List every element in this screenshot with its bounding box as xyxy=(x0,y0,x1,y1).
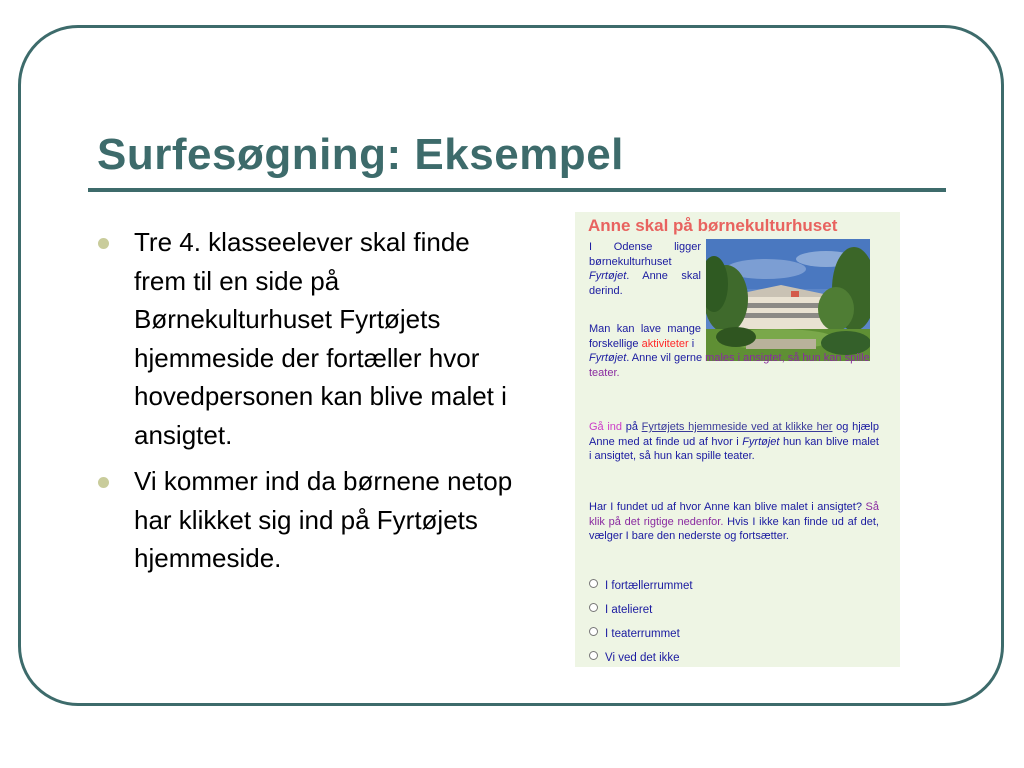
webpage-paragraph: Har I fundet ud af hvor Anne kan blive malet i ansigtet? Så klik på det rigtige nedenfor. Hvis I ikke kan finde ud af det, vælger I bare den nederste og fortsætter. xyxy=(589,501,879,542)
radio-icon[interactable] xyxy=(589,603,598,612)
answer-options xyxy=(589,574,693,667)
option-teaterrummet[interactable]: I teaterrummet xyxy=(589,622,693,646)
webpage-paragraph: Gå ind på Fyrtøjets hjemmeside ved at klikke her og hjælp Anne med at finde ud af hvor i Fyrtøjet hun kan blive malet i ansigtet, så hun kan spille teater. xyxy=(589,421,879,462)
webpage-paragraph: I Odense ligger børnekulturhuset Fyrtøjet. Anne skal derind. xyxy=(589,241,701,297)
option-fortaellerrummet[interactable]: I fortællerrummet xyxy=(589,574,693,598)
bullet-icon xyxy=(98,477,109,488)
radio-icon[interactable] xyxy=(589,627,598,636)
option-vi-ved-det-ikke[interactable]: Vi ved det ikke xyxy=(589,646,693,667)
bullet-text: Vi kommer ind da børnene netop har klikket sig ind på Fyrtøjets hjemmeside. xyxy=(134,466,513,573)
bullet-list xyxy=(96,223,516,586)
bullet-icon xyxy=(98,238,109,249)
radio-icon[interactable] xyxy=(589,579,598,588)
homepage-link[interactable]: Fyrtøjets hjemmeside ved at klikke her xyxy=(641,421,833,433)
option-atelieret[interactable]: I atelieret xyxy=(589,598,693,622)
embedded-webpage-screenshot xyxy=(575,212,900,667)
bullet-item xyxy=(96,223,516,454)
bullet-text: Tre 4. klasseelever skal finde frem til en side på Børnekulturhuset Fyrtøjets hjemmeside der fortæller hvor hovedpersonen kan blive malet i ansigtet. xyxy=(134,227,507,450)
webpage-paragraph: Man kan lave mange forskellige aktiviteter i Fyrtøjet. Anne vil gerne males i ansigtet, så hun kan spille teater. xyxy=(589,323,870,379)
webpage-heading: Anne skal på børnekulturhuset xyxy=(588,216,838,235)
slide-title: Surfesøgning: Eksempel xyxy=(97,130,624,179)
bullet-item xyxy=(96,462,516,578)
radio-icon[interactable] xyxy=(589,651,598,660)
title-underline xyxy=(88,188,946,192)
